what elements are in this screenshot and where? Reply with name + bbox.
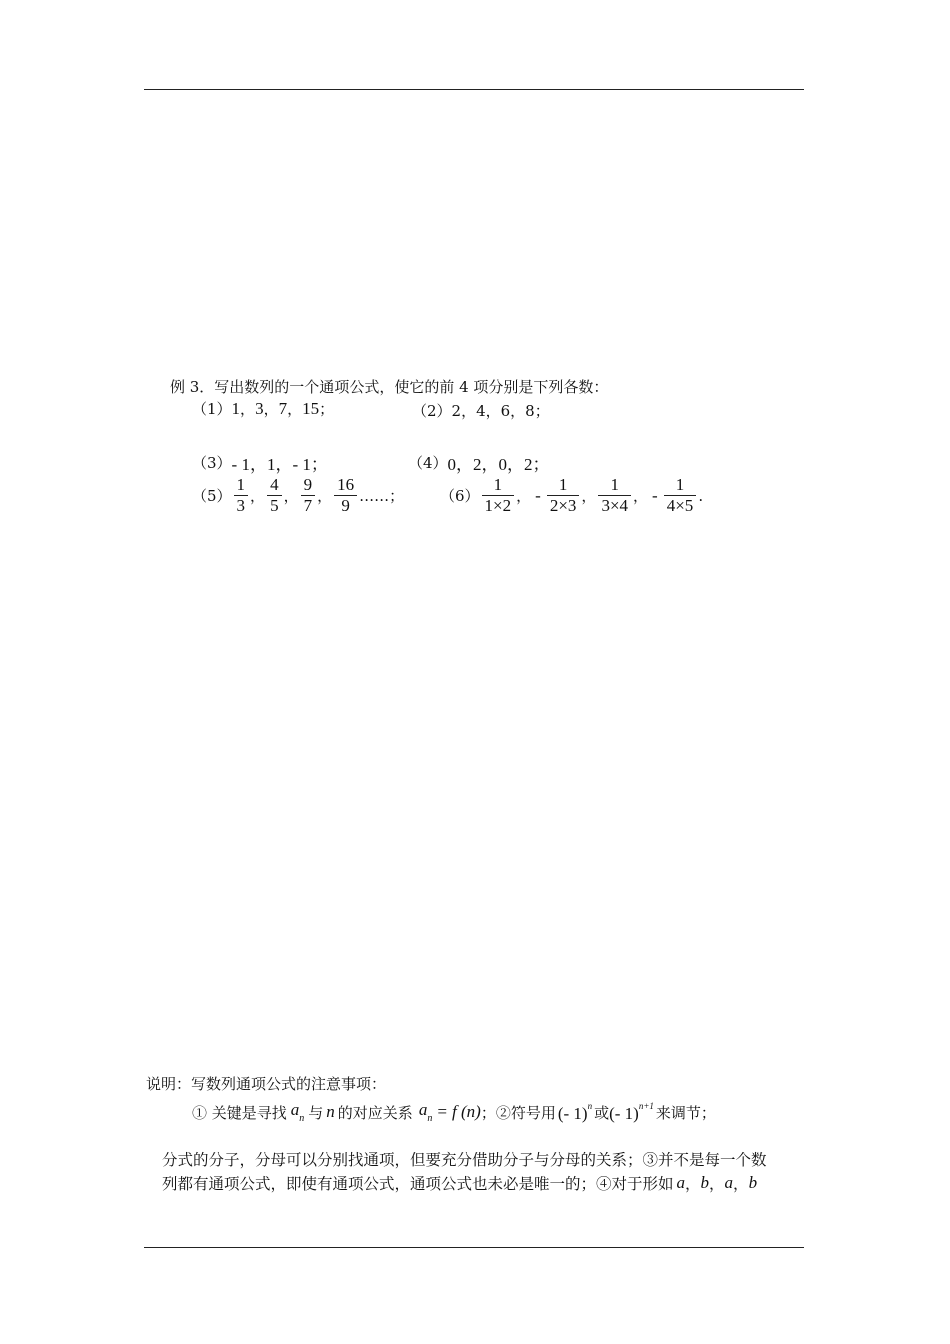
denominator: 2×3	[549, 496, 577, 515]
item-1	[192, 398, 334, 419]
denominator: 9	[341, 496, 350, 515]
item-2	[412, 400, 550, 421]
var-b: b	[748, 1173, 758, 1192]
item-1-end: ；	[319, 400, 335, 418]
item-1-label: （1）	[192, 400, 232, 418]
denominator: 5	[270, 496, 279, 515]
fraction	[334, 475, 357, 516]
fraction	[482, 475, 515, 516]
neg-one: (- 1)	[557, 1103, 588, 1123]
ellipsis: ……；	[359, 487, 405, 505]
numerator: 9	[303, 475, 313, 494]
neg-one-power	[609, 1101, 654, 1124]
separator: ，	[516, 487, 532, 505]
fraction	[598, 475, 631, 516]
item-1-term: 7	[278, 398, 288, 418]
neg-one: (- 1)	[609, 1103, 639, 1123]
note-line-2: 分式的分子，分母可以分别找通项，但要充分借助分子与分母的关系；③并不是每一个数	[162, 1151, 767, 1169]
var-a: a	[724, 1173, 734, 1192]
item-1-sep: ，	[240, 400, 256, 418]
numerator: 1	[236, 475, 246, 494]
note-text: ；②符号用	[480, 1103, 556, 1122]
item-1-sep: ，	[287, 400, 303, 418]
sign: -	[535, 485, 541, 505]
var-b: b	[700, 1173, 710, 1192]
a-n-symbol	[291, 1100, 305, 1124]
separator: ，	[685, 1175, 701, 1193]
function-expression: = f (n)	[436, 1102, 481, 1121]
note-text: 来调节；	[655, 1103, 716, 1122]
fraction	[267, 475, 282, 516]
denominator: 4×5	[666, 496, 694, 515]
item-3-label: （3）	[192, 454, 232, 472]
note-line-1	[192, 1100, 716, 1124]
item-1-sep: ，	[263, 400, 279, 418]
numerator: 1	[493, 475, 503, 494]
note-heading: 说明：写数列通项公式的注意事项：	[146, 1075, 387, 1093]
separator: ，	[733, 1175, 749, 1193]
item-6-label: （6）	[440, 487, 480, 505]
denominator: 1×2	[484, 496, 512, 515]
example-heading: 例 3．写出数列的一个通项公式，使它的前 4 项分别是下列各数：	[170, 378, 609, 396]
item-3	[192, 450, 328, 475]
item-6	[440, 475, 703, 516]
separator: ，	[283, 487, 299, 505]
denominator: 7	[303, 496, 313, 515]
item-4	[408, 450, 550, 475]
separator: ，	[709, 1175, 725, 1193]
separator: ，	[633, 487, 649, 505]
period: .	[698, 486, 704, 505]
var-a: a	[418, 1100, 428, 1119]
note-text: ① 关键是寻找	[192, 1103, 287, 1122]
item-1-term: 1	[231, 398, 241, 418]
note-text: 或	[594, 1103, 610, 1122]
exponent: n	[587, 1100, 593, 1111]
note-text: 的对应关系	[337, 1103, 413, 1122]
separator: ，	[250, 487, 266, 505]
numerator: 1	[675, 475, 685, 494]
numerator: 4	[270, 475, 279, 494]
footer-rule	[144, 1247, 804, 1248]
var-a: a	[676, 1173, 686, 1192]
item-3-text: - 1，1，- 1；	[231, 455, 328, 474]
sign: -	[652, 485, 658, 505]
item-1-term: 3	[255, 398, 264, 418]
fraction	[664, 475, 697, 516]
item-5-label: （5）	[192, 487, 232, 505]
item-4-label: （4）	[408, 454, 448, 472]
exponent: n+1	[638, 1100, 654, 1111]
neg-one-power	[558, 1101, 592, 1124]
note-text: 与	[308, 1103, 324, 1122]
fraction	[301, 475, 316, 516]
item-5	[192, 475, 404, 516]
fraction	[547, 475, 580, 516]
separator: ，	[581, 487, 597, 505]
numerator: 16	[337, 475, 355, 494]
header-rule	[144, 89, 804, 90]
separator: ，	[317, 487, 333, 505]
item-2-text: 2，4，6，8；	[451, 402, 550, 420]
subscript-n: n	[299, 1113, 305, 1124]
item-4-text: 0，2，0，2；	[447, 455, 550, 474]
item-1-term: 15	[302, 398, 320, 418]
a-n-symbol	[419, 1100, 433, 1124]
subscript-n: n	[427, 1113, 433, 1124]
note-line-3	[162, 1172, 757, 1194]
item-2-label: （2）	[412, 402, 452, 420]
numerator: 1	[610, 475, 619, 494]
var-n: n	[326, 1102, 335, 1121]
numerator: 1	[558, 475, 568, 494]
fraction	[234, 475, 249, 516]
denominator: 3×4	[601, 496, 629, 515]
denominator: 3	[236, 496, 246, 515]
note-text: 列都有通项公式，即使有通项公式，通项公式也未必是唯一的；④对于形如	[162, 1175, 674, 1193]
var-a: a	[290, 1100, 300, 1119]
